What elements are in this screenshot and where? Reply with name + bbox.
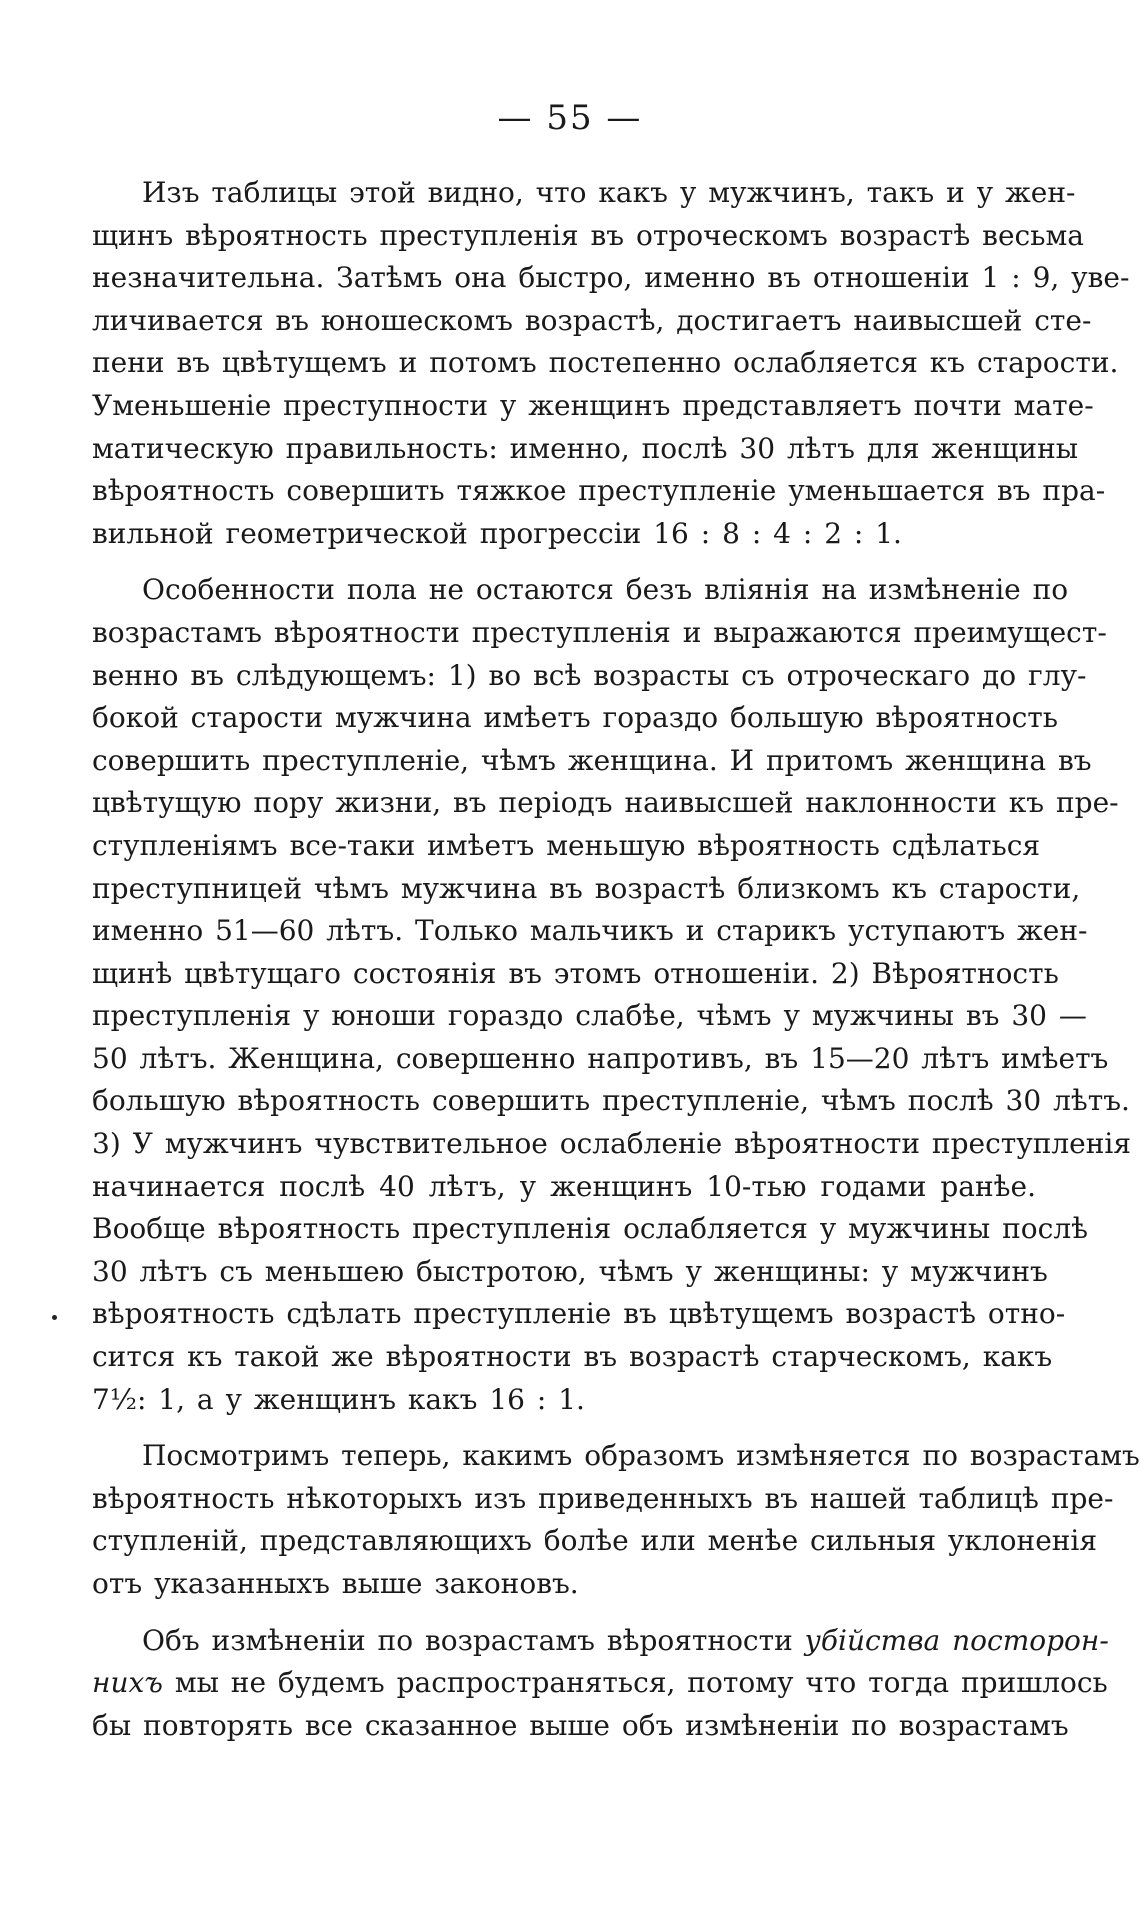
text-line: щинъ вѣроятность преступленія въ отроческомъ возрастѣ весьма [92, 218, 1084, 252]
text-line: отъ указанныхъ выше законовъ. [92, 1567, 579, 1600]
text-line: личивается въ юношескомъ возрастѣ, достигаетъ наивысшей сте- [92, 303, 1092, 337]
text-line [92, 1620, 1109, 1663]
text-run: Объ измѣненіи по возрастамъ вѣроятности [142, 1623, 805, 1657]
paragraph-4 [92, 1620, 1109, 1748]
text-line: преступленія у юноши гораздо слабѣе, чѣмъ у мужчины въ 30 — [92, 999, 1087, 1033]
text-line: вѣроятность нѣкоторыхъ изъ приведенныхъ въ нашей таблицѣ пре- [92, 1481, 1114, 1515]
text-line: незначительна. Затѣмъ она быстро, именно въ отношеніи 1 : 9, уве- [92, 261, 1130, 295]
text-line [92, 1662, 1108, 1705]
text-line: щинѣ цвѣтущаго состоянія въ этомъ отношеніи. 2) Вѣроятность [92, 956, 1059, 990]
text-line: совершить преступленіе, чѣмъ женщина. И притомъ женщина въ [92, 743, 1092, 777]
text-line: Особенности пола не остаются безъ вліянія на измѣненіе по [142, 573, 1069, 607]
text-line: 50 лѣтъ. Женщина, совершенно напротивъ, въ 15—20 лѣтъ имѣетъ [92, 1041, 1109, 1075]
text-line: ступленіямъ все-таки имѣетъ меньшую вѣроятность сдѣлаться [92, 828, 1041, 862]
text-line: бокой старости мужчина имѣетъ гораздо большую вѣроятность [92, 701, 1059, 735]
text-line: ступленій, представляющихъ болѣе или менѣе сильныя уклоненія [92, 1524, 1098, 1558]
text-line: вильной геометрической прогрессіи 16 : 8 : 4 : 2 : 1. [92, 516, 902, 550]
text-line: большую вѣроятность совершить преступленіе, чѣмъ послѣ 30 лѣтъ. [92, 1084, 1130, 1118]
text-line: сится къ такой же вѣроятности въ возрастѣ старческомъ, какъ [92, 1340, 1053, 1374]
text-line: начинается послѣ 40 лѣтъ, у женщинъ 10-тью годами ранѣе. [92, 1169, 1036, 1203]
text-line: преступницей чѣмъ мужчина въ возрастѣ близкомъ къ старости, [92, 871, 1081, 905]
paragraph-2 [92, 569, 1132, 1421]
italic-term: убійства посторон- [804, 1623, 1109, 1657]
text-line: матическую правильность: именно, послѣ 30 лѣтъ для женщины [92, 431, 1079, 465]
text-line: вѣроятность сдѣлать преступленіе въ цвѣтущемъ возрастѣ отно- [92, 1297, 1066, 1331]
text-line: 7½: 1, а у женщинъ какъ 16 : 1. [92, 1382, 585, 1416]
text-line: 3) У мужчинъ чувствительное ослабленіе вѣроятности преступленія [92, 1127, 1132, 1161]
text-line: цвѣтущую пору жизни, въ періодъ наивысшей наклонности къ пре- [92, 786, 1119, 820]
margin-speck [52, 1315, 57, 1320]
text-line: Изъ таблицы этой видно, что какъ у мужчинъ, такъ и у жен- [142, 176, 1076, 209]
text-line: возрастамъ вѣроятности преступленія и выражаются преимущест- [92, 615, 1107, 649]
paragraph-3 [92, 1435, 1140, 1605]
text-line: 30 лѣтъ съ меньшею быстротою, чѣмъ у женщины: у мужчинъ [92, 1254, 1048, 1288]
text-line: Вообще вѣроятность преступленія ослабляется у мужчины послѣ [92, 1212, 1088, 1246]
text-line: Посмотримъ теперь, какимъ образомъ измѣняется по возрастамъ [142, 1439, 1140, 1473]
text-line: венно въ слѣдующемъ: 1) во всѣ возрасты съ отроческаго до глу- [92, 658, 1087, 692]
text-line: бы повторять все сказанное выше объ измѣненіи по возрастамъ [92, 1708, 1069, 1742]
text-line: именно 51—60 лѣтъ. Только мальчикъ и старикъ уступаютъ жен- [92, 914, 1088, 948]
italic-term: нихъ [92, 1666, 163, 1700]
paragraph-1 [92, 172, 1130, 555]
text-line: Уменьшеніе преступности у женщинъ представляетъ почти мате- [92, 388, 1094, 422]
body-text [92, 172, 1140, 1747]
text-run: мы не будемъ распространяться, потому что тогда пришлось [162, 1666, 1108, 1700]
text-line: пени въ цвѣтущемъ и потомъ постепенно ослабляется къ старости. [92, 346, 1119, 380]
text-line: вѣроятность совершить тяжкое преступленіе уменьшается въ пра- [92, 474, 1106, 508]
page-number: — 55 — [497, 98, 643, 138]
